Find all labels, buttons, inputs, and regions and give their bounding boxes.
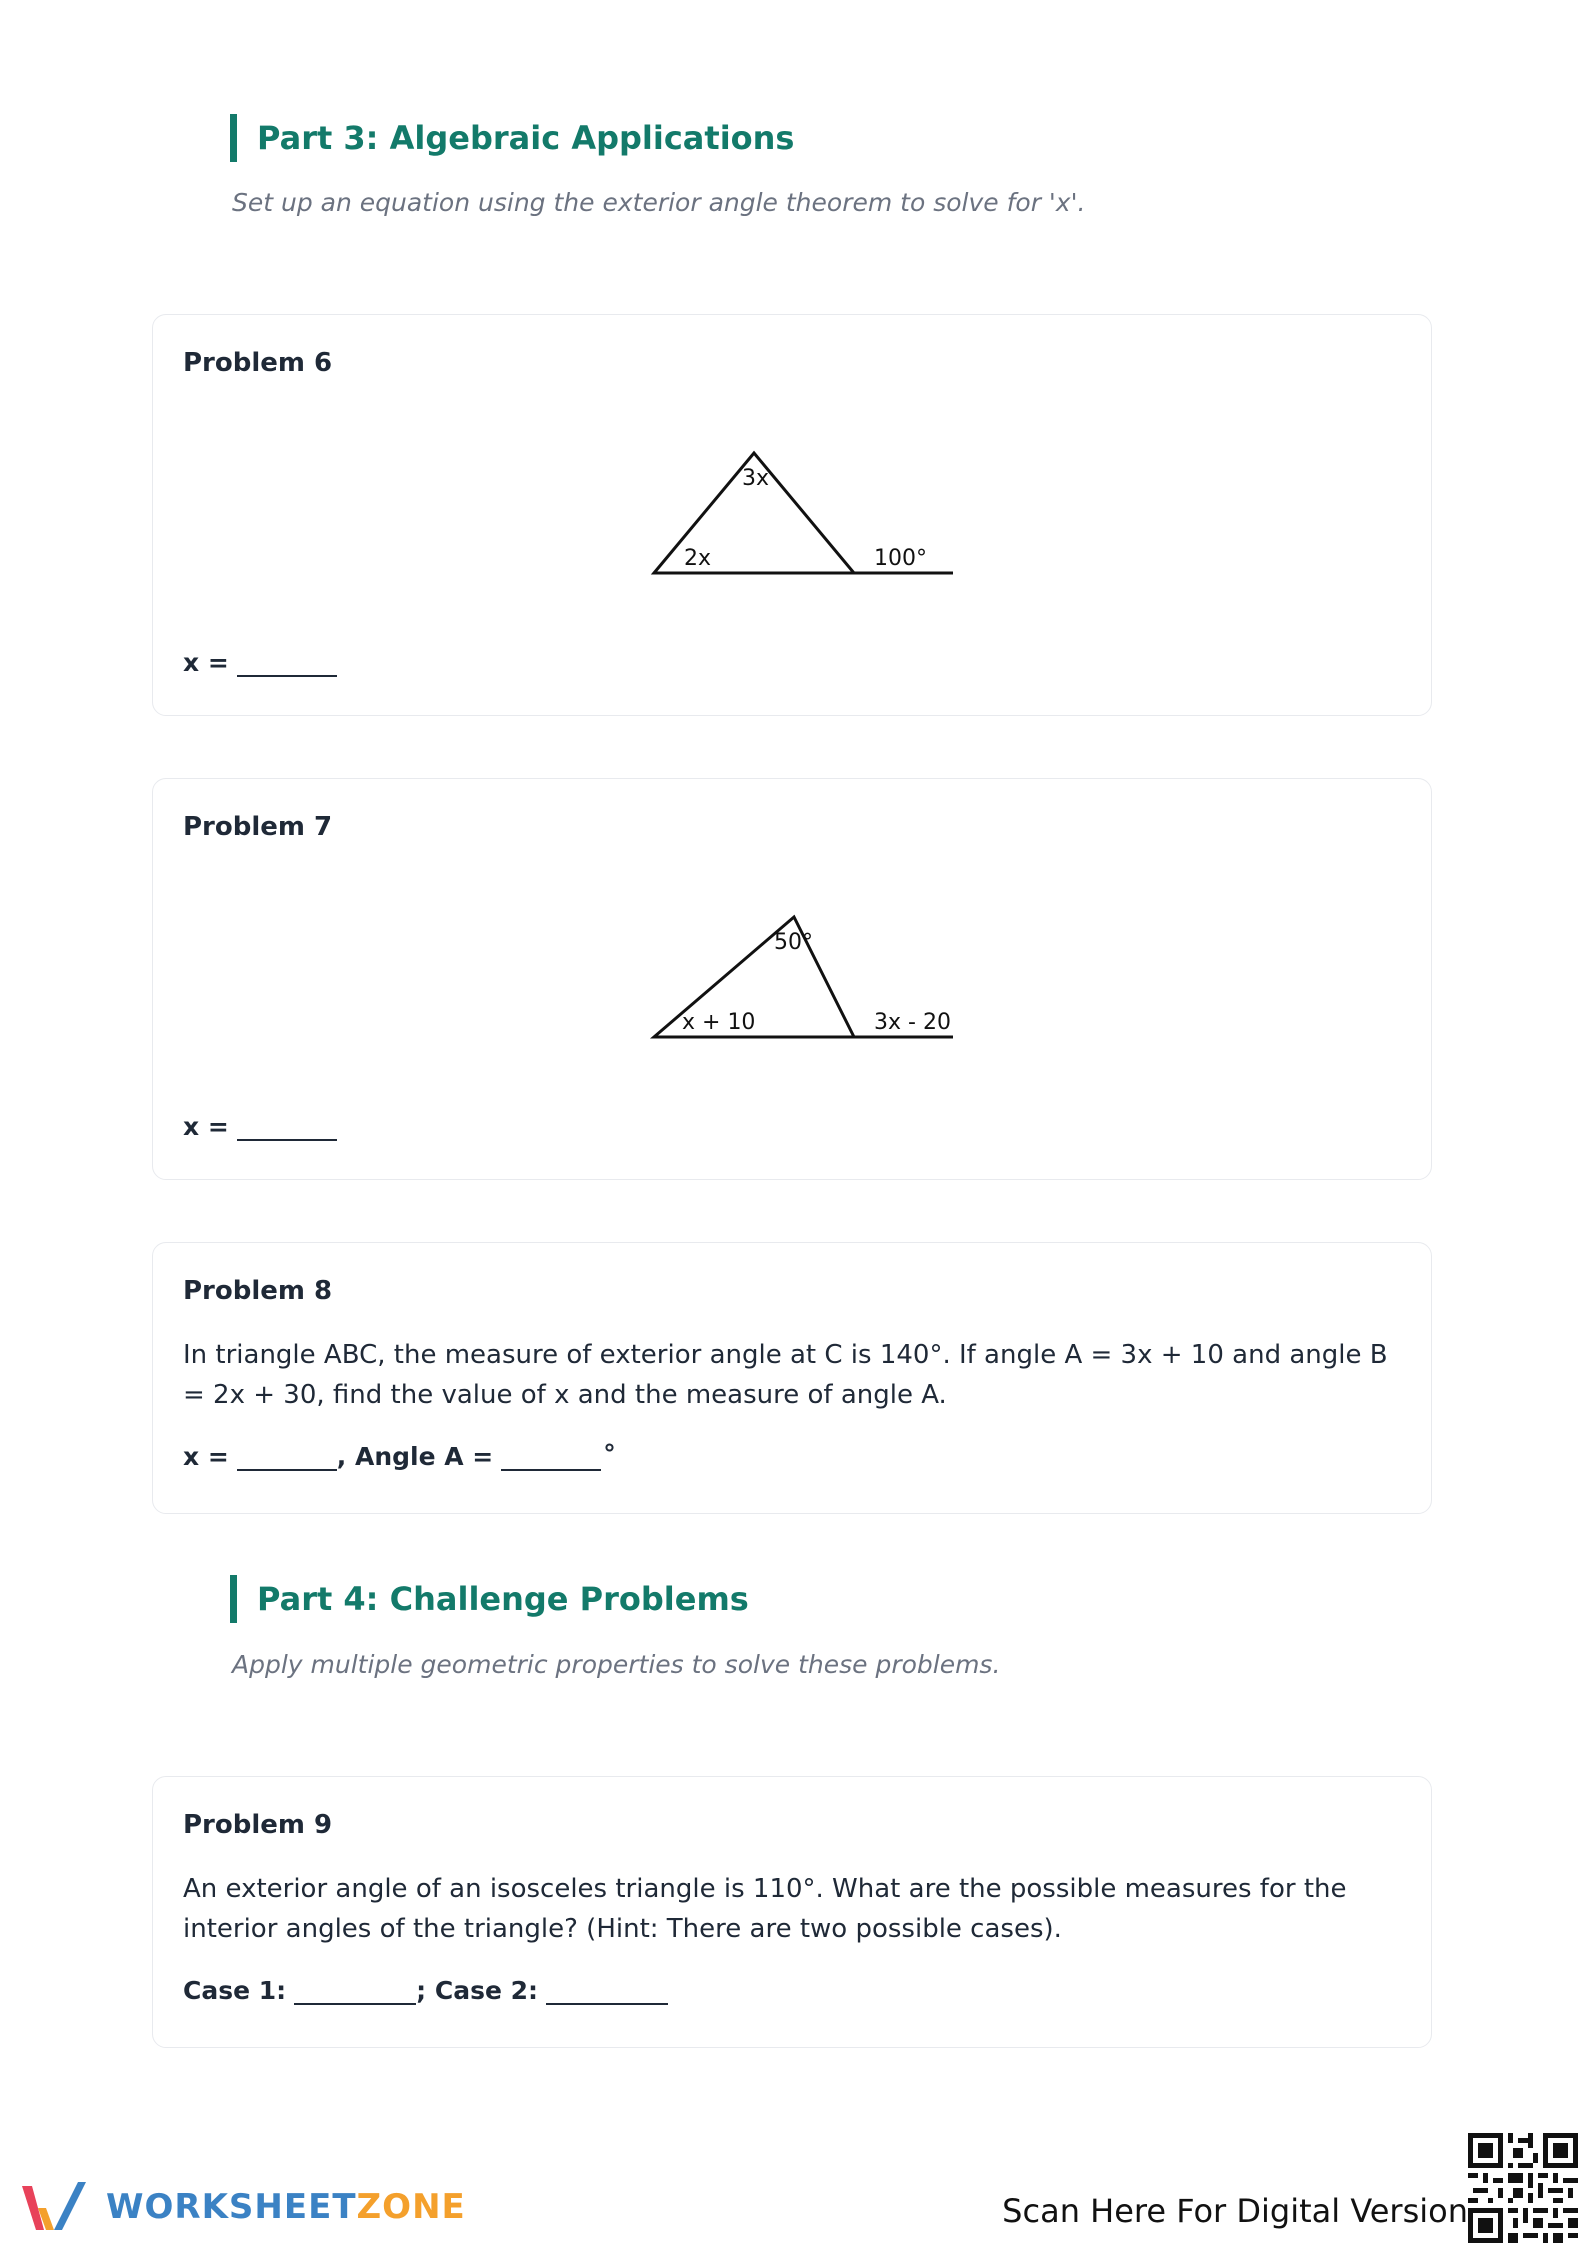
x-answer-blank[interactable] (237, 1439, 337, 1471)
answer-blank[interactable] (237, 645, 337, 677)
problem-7-title: Problem 7 (183, 812, 333, 842)
part3-subtitle: Set up an equation using the exterior angle theorem to solve for 'x'. (232, 188, 1086, 217)
angle-a-label: , Angle A = (336, 1442, 494, 1471)
angle-a-blank[interactable] (501, 1439, 601, 1471)
logo-text-zone: ZONE (356, 2187, 466, 2227)
left-angle-label: 2x (684, 546, 712, 571)
logo-text-worksheet: WORKSHEET (106, 2187, 357, 2227)
case-1-label: Case 1: (183, 1976, 287, 2005)
problem-6-answer (183, 645, 337, 677)
answer-label: x = (183, 1112, 229, 1141)
exterior-angle-label: 100° (874, 546, 927, 571)
problem-6-title: Problem 6 (183, 348, 333, 378)
problem-6-triangle-diagram (153, 315, 1433, 717)
logo-mark-icon (18, 2178, 92, 2236)
answer-blank[interactable] (237, 1109, 337, 1141)
part3-heading (230, 114, 794, 162)
part4-heading (230, 1575, 749, 1623)
worksheetzone-logo (18, 2178, 466, 2236)
part4-subtitle: Apply multiple geometric properties to solve these problems. (232, 1650, 1001, 1679)
case-2-label: ; Case 2: (416, 1976, 539, 2005)
top-angle-label: 3x (742, 466, 770, 491)
problem-7-answer (183, 1109, 337, 1141)
problem-7-card (152, 778, 1432, 1180)
left-angle-label: x + 10 (682, 1010, 756, 1035)
qr-code-icon[interactable] (1468, 2133, 1578, 2243)
problem-9-answer (183, 1973, 668, 2005)
logo-text (106, 2187, 466, 2227)
answer-label: x = (183, 648, 229, 677)
problem-8-title: Problem 8 (183, 1276, 333, 1306)
degree-unit: ° (603, 1439, 616, 1468)
problem-9-text: An exterior angle of an isosceles triangle is 110°. What are the possible measures for the interior angles of the triangle? (Hint: There are two possible cases). (183, 1874, 1347, 1944)
problem-8-text: In triangle ABC, the measure of exterior angle at C is 140°. If angle A = 3x + 10 and angle B = 2x + 30, find the value of x and the measure of angle A. (183, 1340, 1388, 1410)
part3-title: Part 3: Algebraic Applications (257, 119, 795, 157)
top-angle-label: 50° (774, 930, 813, 955)
part4-title: Part 4: Challenge Problems (257, 1580, 749, 1618)
problem-8-answer (183, 1439, 616, 1471)
problem-9-card (152, 1776, 1432, 2048)
problem-7-triangle-diagram (153, 779, 1433, 1181)
case-2-blank[interactable] (546, 1973, 668, 2005)
problem-6-card (152, 314, 1432, 716)
case-1-blank[interactable] (294, 1973, 416, 2005)
x-answer-label: x = (183, 1442, 229, 1471)
problem-8-card (152, 1242, 1432, 1514)
exterior-angle-label: 3x - 20 (874, 1010, 951, 1035)
scan-here-text: Scan Here For Digital Version (1002, 2192, 1468, 2230)
problem-9-title: Problem 9 (183, 1810, 333, 1840)
